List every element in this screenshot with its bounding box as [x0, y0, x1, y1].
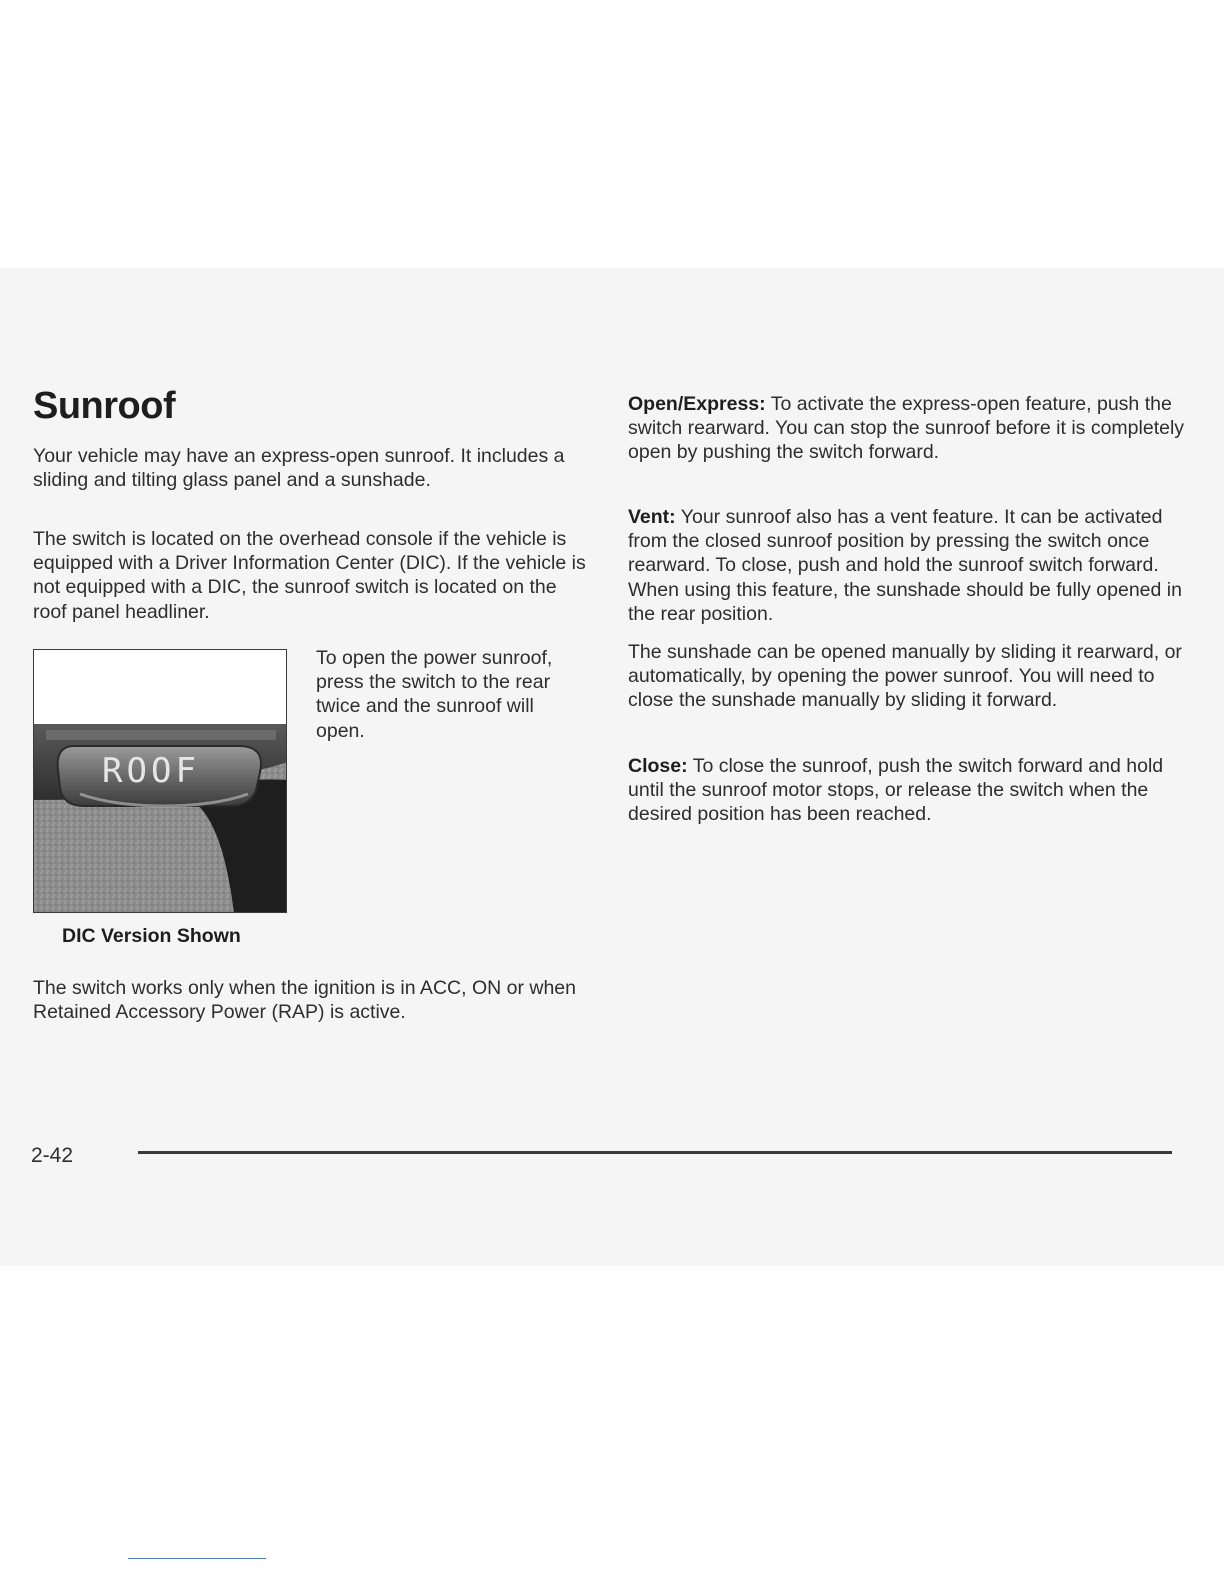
intro-paragraph: Your vehicle may have an express-open sunroof. It includes a sliding and tilting glass panel and a sunshade.: [33, 445, 565, 492]
vent-label: Vent:: [628, 506, 676, 528]
roof-label: ROOF: [102, 751, 200, 791]
open-instructions: To open the power sunroof, press the switch to the rear twice and the sunroof will open.: [316, 647, 553, 742]
close-paragraph: [628, 754, 1188, 827]
open-express-paragraph: [628, 392, 1188, 465]
close-label: Close:: [628, 755, 688, 777]
sunshade-paragraph: The sunshade can be opened manually by sliding it rearward, or automatically, by opening the power sunroof. You will need to close the sunshade manually by sliding it forward.: [628, 641, 1182, 712]
switch-location-paragraph: The switch is located on the overhead console if the vehicle is equipped with a Driver Information Center (DIC). If the vehicle is not equipped with a DIC, the sunroof switch is located on the roof panel headliner.: [33, 528, 586, 623]
vent-paragraph: [628, 505, 1188, 626]
open-express-label: Open/Express:: [628, 393, 766, 415]
roof-switch-photo: [33, 649, 287, 913]
page-title: Sunroof: [33, 385, 176, 427]
figure-caption: DIC Version Shown: [62, 925, 241, 947]
footer-rule: [138, 1151, 1172, 1154]
bottom-divider: [128, 1558, 266, 1559]
open-express-text: To activate the express-open feature, push the switch rearward. You can stop the sunroof before it is completely open by pushing the switch forward.: [628, 393, 1185, 464]
page-number: 2-42: [31, 1144, 74, 1167]
ignition-note: The switch works only when the ignition is in ACC, ON or when Retained Accessory Power (RAP) is active.: [33, 977, 576, 1024]
vent-text: Your sunroof also has a vent feature. It can be activated from the closed sunroof position by pressing the switch once rearward. To close, push and hold the sunroof switch forward. When using this feature, the sunshade should be fully opened in the rear position.: [628, 506, 1182, 625]
close-text: To close the sunroof, push the switch forward and hold until the sunroof motor stops, or release the switch when the desired position has been reached.: [628, 755, 1164, 826]
